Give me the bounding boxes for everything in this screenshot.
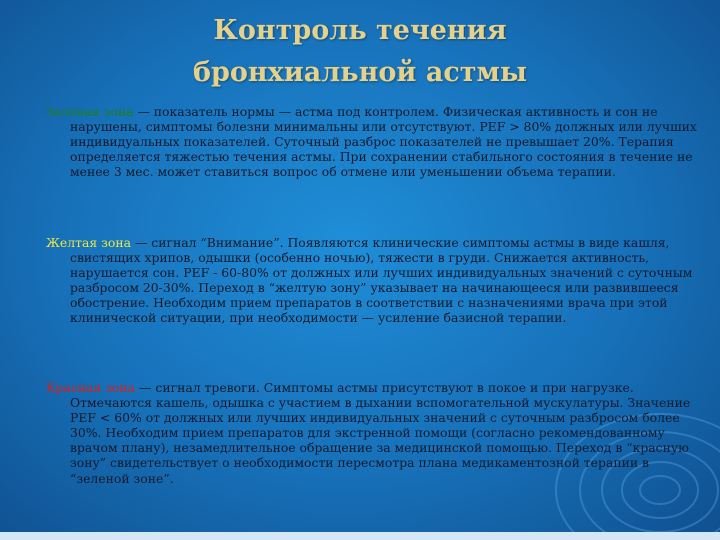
yellow-zone-text: — сигнал “Внимание”. Появляются клинические симптомы астмы в виде кашля, свистящих хрипов, одышки (особенно ночью), тяжести в груди. Снижается активность, нарушается сон. PEF - 60-80% от должных или лучших индивидуальных значений с суточным разбросом 20-30%. Переход в “желтую зону” указывает на начинающееся или развившееся обострение. Необходим прием препаратов в соответствии с назначениями врача при этой клинической ситуации, при необходимости — усиление базисной терапии. [70, 235, 693, 326]
yellow-zone-label: Желтая зона [46, 235, 131, 250]
title-line-1: Контроль течения [213, 15, 507, 46]
green-zone-text: — показатель нормы — астма под контролем. Физическая активность и сон не нарушены, симптомы болезни минимальны или отсутствуют. PEF > 80% должных или лучших индивидуальных показателей. Суточный разброс показателей не превышает 20%. Терапия определяется тяжестью течения астмы. При сохранении стабильного состояния в течение не менее 3 мес. может ставиться вопрос об отмене или уменьшении объема терапии. [70, 104, 697, 180]
slide-title [0, 10, 720, 94]
green-zone-label: Зеленая зона [46, 104, 134, 119]
green-zone-paragraph [46, 104, 706, 179]
yellow-zone-paragraph [46, 235, 706, 326]
title-line-2: бронхиальной астмы [192, 57, 528, 88]
bottom-bar [0, 532, 720, 540]
red-zone-text: — сигнал тревоги. Симптомы астмы присутствуют в покое и при нагрузке. Отмечаются кашель, одышка с участием в дыхании вспомогательной мускулатуры. Значение PEF < 60% от должных или лучших индивидуальных значений с суточным разбросом более 30%. Необходим прием препаратов для экстренной помощи (согласно рекомендованному врачом плану), незамедлительное обращение за медицинской помощью. Переход в “красную зону” свидетельствует о необходимости пересмотра плана медикаментозной терапии в “зеленой зоне”. [70, 380, 691, 486]
red-zone-label: Красная зона [46, 380, 136, 395]
red-zone-paragraph [46, 380, 706, 486]
